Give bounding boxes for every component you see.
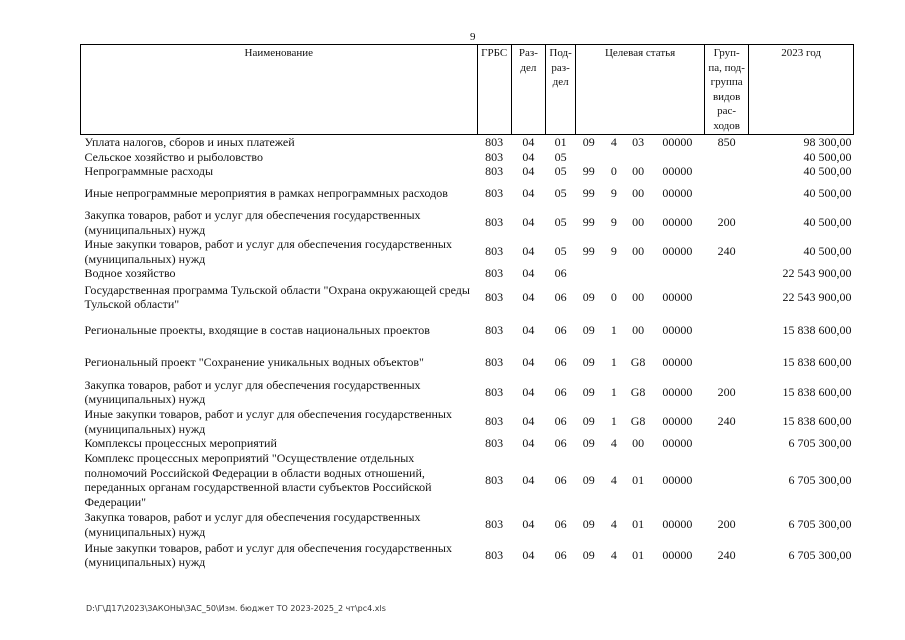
row-expense-group	[705, 451, 749, 509]
row-target-direction: 00000	[662, 414, 693, 429]
row-grbs: 803	[485, 384, 504, 399]
row-amount: 6 705 300,00	[788, 517, 852, 532]
row-grbs: 803	[485, 547, 504, 562]
row-target-direction: 00000	[662, 215, 693, 230]
header-grbs: ГРБС	[477, 45, 511, 135]
row-target-direction: 00000	[662, 135, 693, 149]
row-expense-group	[705, 436, 749, 451]
row-target-direction: 00000	[662, 384, 693, 399]
row-name: Комплексы процессных мероприятий	[84, 436, 277, 451]
row-target-subprogram: 01	[632, 517, 645, 532]
row-target-direction	[650, 150, 704, 165]
row-target-direction: 00000	[662, 354, 693, 369]
table-row	[81, 509, 854, 540]
row-target-program: 09	[582, 289, 595, 304]
row-podrazdel: 06	[554, 472, 567, 487]
row-amount: 22 543 900,00	[782, 266, 852, 281]
row-grbs: 803	[485, 414, 504, 429]
row-expense-group: 200	[717, 517, 736, 532]
row-target-direction: 00000	[662, 289, 693, 304]
row-podrazdel: 05	[554, 215, 567, 230]
row-target-direction: 00000	[662, 244, 693, 259]
row-razdel: 04	[522, 517, 535, 532]
row-target-type: 4	[610, 517, 617, 532]
row-name: Сельское хозяйство и рыболовство	[84, 149, 264, 164]
row-amount: 6 705 300,00	[788, 547, 852, 562]
row-target-subprogram: 01	[632, 472, 645, 487]
table-row	[81, 266, 854, 281]
table-row	[81, 540, 854, 570]
row-amount: 40 500,00	[803, 186, 852, 201]
row-target-program: 09	[582, 384, 595, 399]
row-target-program: 09	[582, 517, 595, 532]
row-amount: 98 300,00	[803, 135, 852, 149]
table-row	[81, 281, 854, 313]
header-year-2023: 2023 год	[749, 45, 854, 135]
row-podrazdel: 06	[554, 322, 567, 337]
row-razdel: 04	[522, 135, 535, 149]
row-target-program: 09	[582, 354, 595, 369]
row-name: Водное хозяйство	[84, 266, 176, 281]
header-target-article: Целевая статья	[576, 45, 705, 135]
row-target-subprogram: 00	[632, 289, 645, 304]
row-target-direction	[650, 266, 704, 281]
row-target-direction: 00000	[662, 547, 693, 562]
row-name: Уплата налогов, сборов и иных платежей	[84, 135, 295, 149]
row-expense-group	[705, 313, 749, 347]
header-expense-group: Груп- па, под- группа видов рас- ходов	[705, 45, 749, 135]
row-expense-group: 850	[717, 135, 736, 149]
row-target-type: 9	[610, 244, 617, 259]
row-target-direction: 00000	[662, 517, 693, 532]
row-target-direction: 00000	[662, 186, 693, 201]
row-target-subprogram: 00	[632, 244, 645, 259]
row-podrazdel: 05	[554, 149, 567, 164]
row-target-type: 9	[610, 215, 617, 230]
row-expense-group: 200	[717, 215, 736, 230]
table-row	[81, 164, 854, 179]
row-name: Закупка товаров, работ и услуг для обеспечения государственных (муниципальных) нужд	[84, 377, 421, 406]
row-podrazdel: 06	[554, 436, 567, 451]
row-grbs: 803	[485, 354, 504, 369]
row-name: Иные закупки товаров, работ и услуг для обеспечения государственных (муниципальных) нужд	[84, 237, 452, 266]
row-target-subprogram: G8	[630, 354, 646, 369]
row-podrazdel: 06	[554, 266, 567, 281]
row-razdel: 04	[522, 322, 535, 337]
row-expense-group	[705, 281, 749, 313]
row-razdel: 04	[522, 164, 535, 179]
row-target-direction: 00000	[662, 472, 693, 487]
table-row	[81, 407, 854, 436]
row-target-type: 4	[610, 472, 617, 487]
row-podrazdel: 01	[554, 135, 567, 149]
row-target-type: 9	[610, 186, 617, 201]
row-podrazdel: 06	[554, 547, 567, 562]
page-number: 9	[470, 31, 476, 43]
row-target-program: 09	[582, 414, 595, 429]
row-target-program: 09	[582, 322, 595, 337]
row-target-type: 4	[610, 547, 617, 562]
row-target-program: 99	[582, 164, 595, 179]
file-path-footer: D:\Г\Д17\2023\ЗАКОНЫ\ЗАС_50\Изм. бюджет ТО 2023-2025_2 чт\рс4.xls	[86, 604, 386, 613]
row-target-subprogram: 01	[632, 547, 645, 562]
table-row	[81, 237, 854, 266]
row-target-subprogram: 03	[632, 135, 645, 149]
row-target-program: 09	[582, 547, 595, 562]
row-podrazdel: 05	[554, 186, 567, 201]
row-grbs: 803	[485, 164, 504, 179]
row-target-subprogram: 00	[632, 322, 645, 337]
row-expense-group: 240	[717, 414, 736, 429]
row-target-type	[602, 266, 626, 281]
row-grbs: 803	[485, 266, 504, 281]
row-grbs: 803	[485, 186, 504, 201]
row-target-program	[576, 266, 602, 281]
row-target-type: 0	[610, 164, 617, 179]
row-amount: 40 500,00	[803, 164, 852, 179]
row-target-program: 09	[582, 135, 595, 149]
table-row	[81, 313, 854, 347]
row-target-subprogram	[626, 266, 650, 281]
row-name: Закупка товаров, работ и услуг для обеспечения государственных (муниципальных) нужд	[84, 510, 421, 539]
row-razdel: 04	[522, 149, 535, 164]
row-target-subprogram	[626, 150, 650, 165]
row-amount: 15 838 600,00	[782, 354, 852, 369]
row-target-type: 1	[610, 384, 617, 399]
table-row	[81, 451, 854, 509]
row-target-type: 4	[610, 135, 617, 149]
row-razdel: 04	[522, 289, 535, 304]
table-row	[81, 135, 854, 150]
table-row	[81, 208, 854, 237]
row-amount: 40 500,00	[803, 244, 852, 259]
row-target-subprogram: G8	[630, 384, 646, 399]
row-target-direction: 00000	[662, 164, 693, 179]
row-expense-group	[705, 266, 749, 281]
row-target-type: 1	[610, 414, 617, 429]
table-header-row	[81, 45, 854, 135]
row-podrazdel: 05	[554, 244, 567, 259]
row-expense-group: 240	[717, 547, 736, 562]
table-row	[81, 179, 854, 208]
row-expense-group	[705, 150, 749, 165]
row-expense-group	[705, 179, 749, 208]
row-amount: 6 705 300,00	[788, 436, 852, 451]
row-target-type	[602, 150, 626, 165]
row-name: Непрограммные расходы	[84, 164, 214, 179]
row-podrazdel: 06	[554, 414, 567, 429]
row-target-subprogram: 00	[632, 186, 645, 201]
row-razdel: 04	[522, 215, 535, 230]
row-grbs: 803	[485, 517, 504, 532]
budget-table	[80, 44, 854, 570]
row-target-subprogram: 00	[632, 215, 645, 230]
row-target-subprogram: 00	[632, 436, 645, 451]
row-target-program: 99	[582, 215, 595, 230]
row-target-subprogram: 00	[632, 164, 645, 179]
row-expense-group: 200	[717, 384, 736, 399]
row-podrazdel: 06	[554, 289, 567, 304]
row-razdel: 04	[522, 384, 535, 399]
row-amount: 40 500,00	[803, 215, 852, 230]
row-target-program: 09	[582, 472, 595, 487]
row-grbs: 803	[485, 322, 504, 337]
row-amount: 6 705 300,00	[788, 472, 852, 487]
row-podrazdel: 06	[554, 384, 567, 399]
row-grbs: 803	[485, 289, 504, 304]
header-razdel: Раз- дел	[511, 45, 545, 135]
header-name: Наименование	[81, 45, 478, 135]
row-target-program: 99	[582, 244, 595, 259]
row-target-program: 99	[582, 186, 595, 201]
row-grbs: 803	[485, 472, 504, 487]
table-row	[81, 377, 854, 407]
row-name: Иные закупки товаров, работ и услуг для обеспечения государственных (муниципальных) нужд	[84, 540, 452, 569]
row-amount: 15 838 600,00	[782, 322, 852, 337]
row-grbs: 803	[485, 436, 504, 451]
row-target-type: 1	[610, 354, 617, 369]
row-name: Закупка товаров, работ и услуг для обеспечения государственных (муниципальных) нужд	[84, 208, 421, 237]
row-razdel: 04	[522, 547, 535, 562]
row-amount: 22 543 900,00	[782, 289, 852, 304]
row-name: Иные непрограммные мероприятия в рамках непрограммных расходов	[84, 186, 448, 201]
row-grbs: 803	[485, 244, 504, 259]
row-amount: 40 500,00	[803, 149, 852, 164]
row-name: Иные закупки товаров, работ и услуг для обеспечения государственных (муниципальных) нужд	[84, 407, 452, 436]
header-podrazdel: Под- раз- дел	[546, 45, 576, 135]
row-name: Государственная программа Тульской области "Охрана окружающей среды Тульской области"	[84, 282, 470, 311]
row-razdel: 04	[522, 436, 535, 451]
row-expense-group: 240	[717, 244, 736, 259]
row-target-type: 4	[610, 436, 617, 451]
row-target-type: 1	[610, 322, 617, 337]
row-razdel: 04	[522, 414, 535, 429]
row-amount: 15 838 600,00	[782, 414, 852, 429]
row-razdel: 04	[522, 266, 535, 281]
row-podrazdel: 06	[554, 517, 567, 532]
row-expense-group	[705, 347, 749, 377]
row-grbs: 803	[485, 215, 504, 230]
row-amount: 15 838 600,00	[782, 384, 852, 399]
row-podrazdel: 05	[554, 164, 567, 179]
row-name: Региональные проекты, входящие в состав национальных проектов	[84, 322, 430, 337]
table-row	[81, 436, 854, 451]
row-target-direction: 00000	[662, 436, 693, 451]
row-podrazdel: 06	[554, 354, 567, 369]
row-razdel: 04	[522, 472, 535, 487]
row-razdel: 04	[522, 354, 535, 369]
row-grbs: 803	[485, 149, 504, 164]
row-expense-group	[705, 164, 749, 179]
row-razdel: 04	[522, 244, 535, 259]
row-razdel: 04	[522, 186, 535, 201]
table-row	[81, 347, 854, 377]
row-target-program	[576, 150, 602, 165]
row-target-program: 09	[582, 436, 595, 451]
row-target-direction: 00000	[662, 322, 693, 337]
row-target-subprogram: G8	[630, 414, 646, 429]
table-row	[81, 150, 854, 165]
row-target-type: 0	[610, 289, 617, 304]
row-name: Региональный проект "Сохранение уникальных водных объектов"	[84, 354, 424, 369]
row-grbs: 803	[485, 135, 504, 149]
row-name: Комплекс процессных мероприятий "Осуществление отдельных полномочий Российской Федерации в области водных отношений, переданных органам государственной власти субъектов Российской Федерации"	[84, 451, 432, 509]
